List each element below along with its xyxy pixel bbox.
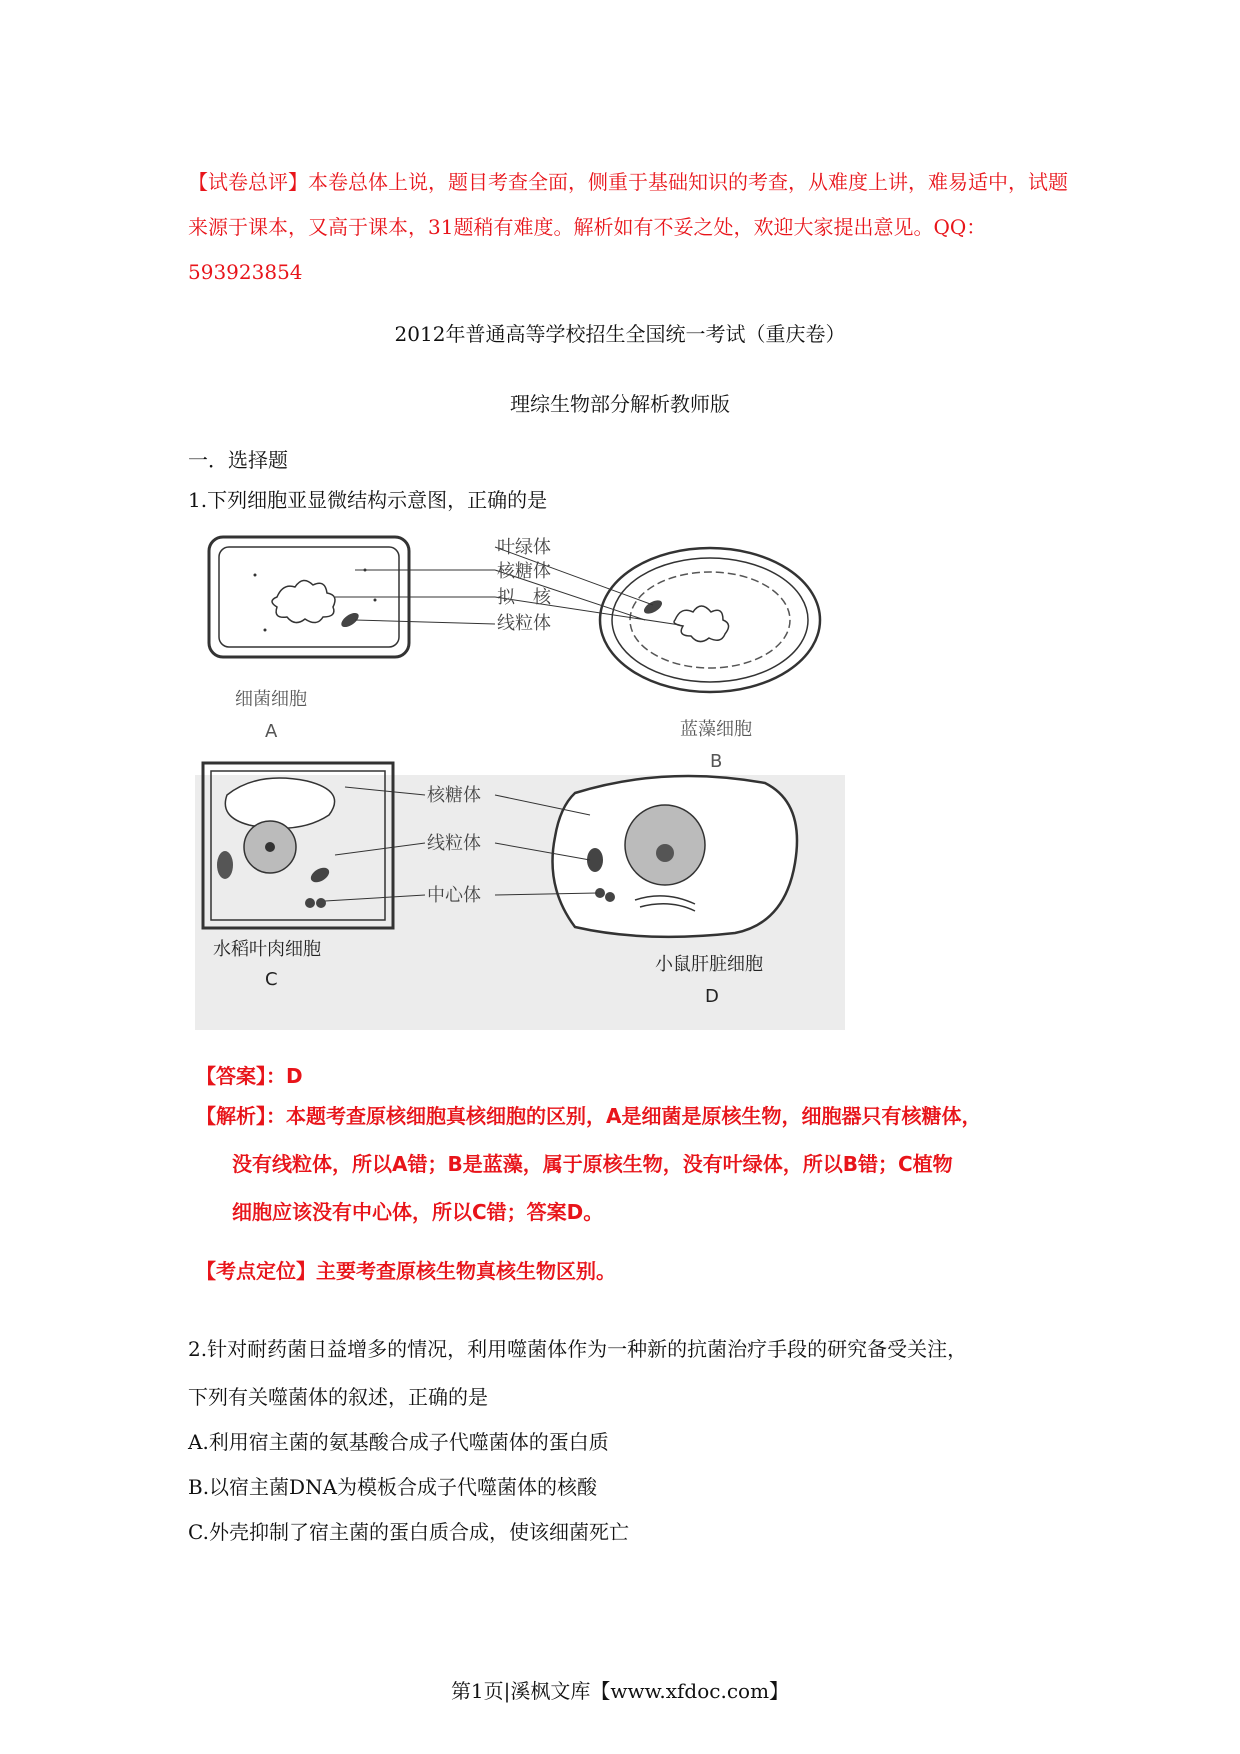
question-1-stem: 1.下列细胞亚显微结构示意图，正确的是	[188, 488, 548, 512]
exam-title: 2012年普通高等学校招生全国统一考试（重庆卷）	[394, 322, 846, 346]
cell-b-name: 蓝藻细胞	[680, 719, 752, 740]
question-2-stem-line-2: 下列有关噬菌体的叙述，正确的是	[188, 1385, 488, 1409]
exam-review: 【试卷总评】本卷总体上说，题目考查全面，侧重于基础知识的考查，从难度上讲，难易适中，试题来源于课本，又高于课本，31题稍有难度。解析如有不妥之处，欢迎大家提出意见。QQ：593923854	[188, 170, 1068, 284]
label-centrosome: 中心体	[427, 885, 481, 906]
question-2-option-c: C.外壳抑制了宿主菌的蛋白质合成，使该细菌死亡	[188, 1520, 629, 1544]
cell-a-letter: A	[265, 721, 278, 742]
analysis-line-2: 没有线粒体，所以A错；B是蓝藻，属于原核生物，没有叶绿体，所以B错；C植物	[232, 1152, 953, 1176]
cell-c-letter: C	[265, 969, 278, 990]
section-heading: 一．选择题	[188, 448, 288, 472]
analysis-line-1: 【解析】：本题考查原核细胞真核细胞的区别，A是细菌是原核生物，细胞器只有核糖体，	[196, 1104, 982, 1128]
cell-d-name: 小鼠肝脏细胞	[655, 954, 763, 975]
question-1-key-point: 【考点定位】主要考查原核生物真核生物区别。	[196, 1259, 616, 1283]
question-2-option-b: B.以宿主菌DNA为模板合成子代噬菌体的核酸	[188, 1475, 598, 1499]
cell-d-mouse-liver	[553, 776, 798, 937]
analysis-line-3: 细胞应该没有中心体，所以C错；答案D。	[232, 1200, 604, 1224]
label-ribosome-bottom: 核糖体	[427, 785, 481, 806]
question-1-analysis	[196, 1092, 1066, 1236]
label-mitochondrion-bottom: 线粒体	[427, 833, 481, 854]
label-ribosome-top: 核糖体	[497, 561, 551, 582]
label-chloroplast: 叶绿体	[497, 537, 551, 558]
label-nucleoid: 拟 核	[497, 587, 551, 608]
cell-d-letter: D	[705, 986, 719, 1007]
cell-c-name: 水稻叶肉细胞	[213, 939, 321, 960]
cell-diagram-figure	[195, 525, 845, 1030]
label-mitochondrion-top: 线粒体	[497, 613, 551, 634]
page-footer: 第1页|溪枫文库【www.xfdoc.com】	[450, 1679, 790, 1703]
question-2-stem-line-1: 2.针对耐药菌日益增多的情况，利用噬菌体作为一种新的抗菌治疗手段的研究备受关注，	[188, 1337, 968, 1361]
question-1-answer: 【答案】：D	[196, 1064, 303, 1088]
question-2-option-a: A.利用宿主菌的氨基酸合成子代噬菌体的蛋白质	[188, 1430, 609, 1454]
exam-subtitle: 理综生物部分解析教师版	[510, 392, 730, 416]
cell-a-name: 细菌细胞	[235, 689, 307, 710]
cell-b-cyanobacterium	[600, 548, 820, 692]
cell-b-letter: B	[710, 751, 723, 772]
